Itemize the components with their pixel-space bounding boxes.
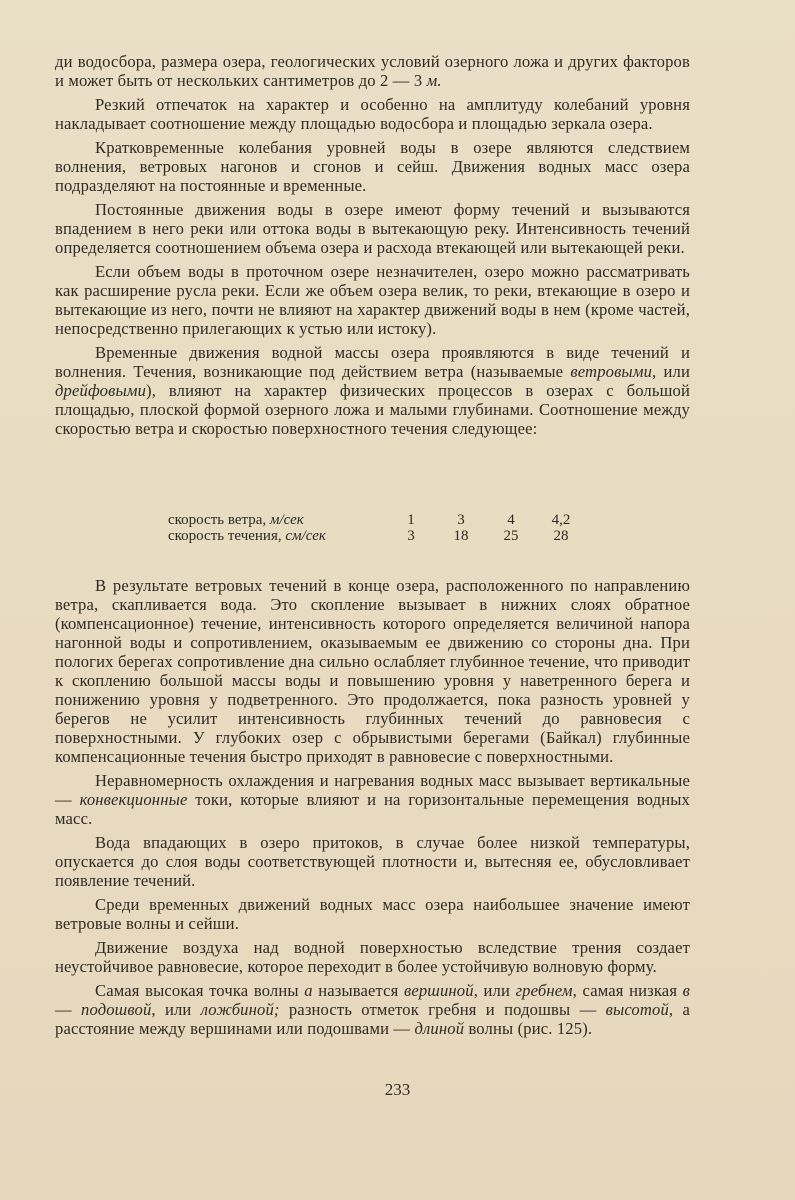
row-label: скорость ветра, м/сек <box>168 512 304 528</box>
paragraphs-bottom <box>55 576 690 1038</box>
table-cell: 1 <box>407 512 415 528</box>
table-cell: 4,2 <box>551 512 571 528</box>
italic-term: длиной <box>414 1019 465 1038</box>
paragraph: Постоянные движения воды в озере имеют форму течений и вызываются впадением в него реки или оттока воды в вытекающую реку. Интенсивность течений определяется соотношением объема озера и расхода втекающей или вытекающей реки. <box>55 200 690 257</box>
paragraph: Неравномерность охлаждения и нагревания водных масс вызывает вертикальные — конвекционные токи, которые влияют и на горизонтальные перемещения водных масс. <box>55 771 691 828</box>
italic-term: м. <box>426 71 442 90</box>
paragraph: Движение воздуха над водной поверхностью вследствие трения создает неустойчивое равновесие, которое переходит в более устойчивую волновую форму. <box>55 938 690 976</box>
paragraphs-top <box>55 52 690 438</box>
paragraph: Самая высокая точка волны а называется вершиной, или гребнем, самая низкая в — подошвой, или ложбиной; разность отметок гребня и подошвы — высотой, а расстояние между вершинами или подошвами — длиной волны (рис. 125). <box>55 981 690 1038</box>
table-cell: 28 <box>553 528 569 544</box>
row-unit: см/сек <box>285 528 326 544</box>
table-cell: 25 <box>503 528 519 544</box>
speed-table <box>168 512 586 544</box>
paragraph: Резкий отпечаток на характер и особенно на амплитуду колебаний уровня накладывает соотношение между площадью водосбора и площадью зеркала озера. <box>55 95 690 133</box>
italic-term: подошвой <box>81 1000 152 1019</box>
italic-term: гребнем <box>515 981 573 1000</box>
italic-term: высотой <box>605 1000 669 1019</box>
paragraph: В результате ветровых течений в конце озера, расположенного по направлению ветра, скапливается вода. Это скопление вызывает в нижних слоях обратное (компенсационное) течение, интенсивность которого определяется величиной напора нагонной воды и сопротивлением, оказываемым ее движению со стороны дна. При пологих берегах сопротивление дна сильно ослабляет глубинное течение, что приводит к скоплению большой массы воды и повышению уровня у наветренного берега и понижению уровня у подветренного. Это продолжается, пока разность уровней у берегов не усилит интенсивность глубинных течений до равновесия с поверхностными. У глубоких озер с обрывистыми берегами (Байкал) глубинные компенсационные течения быстро приходят в равновесие с поверхностными. <box>55 576 690 766</box>
paragraph: Если объем воды в проточном озере незначителен, озеро можно рассматривать как расширение русла реки. Если же объем озера велик, то реки, втекающие в озеро и вытекающие из него, почти не влияют на характер движений воды в нем (кроме частей, непосредственно прилегающих к устью или истоку). <box>55 262 690 338</box>
table-row <box>168 528 586 544</box>
paragraph: Вода впадающих в озеро притоков, в случае более низкой температуры, опускается до слоя воды соответствующей плотности и, вытесняя ее, обусловливает появление течений. <box>55 833 690 890</box>
text-block-top <box>55 52 690 443</box>
italic-term: дрейфовыми <box>55 381 147 400</box>
page-number: 233 <box>384 1080 411 1099</box>
italic-term: в <box>682 981 690 1000</box>
italic-term: вершиной <box>403 981 474 1000</box>
paragraph: Временные движения водной массы озера проявляются в виде течений и волнения. Течения, возникающие под действием ветра (называемые ветровыми, или дрейфовыми), влияют на характер физических процессов в озерах с большой площадью, плоской формой озерного ложа и малыми глубинами. Соотношение между скоростью ветра и скоростью поверхностного течения следующее: <box>55 343 691 438</box>
text-block-bottom <box>55 576 690 1043</box>
table-row <box>168 512 586 528</box>
italic-term: а <box>304 981 313 1000</box>
row-label: скорость течения, см/сек <box>168 528 326 544</box>
paragraph: ди водосбора, размера озера, геологических условий озерного ложа и других факторов и может быть от нескольких сантиметров до 2 — 3 м. <box>55 52 690 90</box>
table-cell: 18 <box>453 528 469 544</box>
italic-term: конвекционные <box>79 790 188 809</box>
italic-term: ветровыми <box>570 362 653 381</box>
table-cell: 3 <box>407 528 415 544</box>
table-cell: 3 <box>457 512 465 528</box>
table-cell: 4 <box>507 512 515 528</box>
paragraph: Кратковременные колебания уровней воды в озере являются следствием волнения, ветровых нагонов и сгонов и сейш. Движения водных масс озера подразделяют на постоянные и временные. <box>55 138 690 195</box>
italic-term: ложбиной; <box>200 1000 280 1019</box>
paragraph: Среди временных движений водных масс озера наибольшее значение имеют ветровые волны и сейши. <box>55 895 690 933</box>
row-unit: м/сек <box>269 512 304 528</box>
